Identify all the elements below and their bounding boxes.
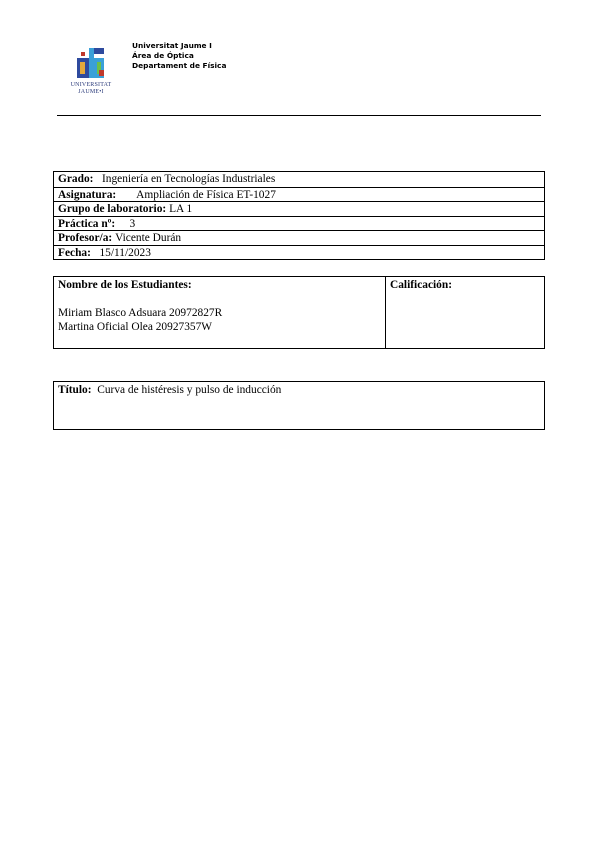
institution-line: Universitat Jaume I — [132, 41, 212, 50]
grado-label: Grado: — [58, 173, 94, 185]
grupo-row — [54, 201, 544, 216]
logo-wordmark — [62, 82, 120, 95]
title-label: Título: — [58, 384, 92, 396]
profesor-value: Vicente Durán — [115, 232, 182, 244]
info-table — [53, 171, 545, 260]
students-cell — [54, 277, 386, 348]
fecha-row — [54, 245, 544, 260]
profesor-row — [54, 230, 544, 245]
student-name: Martina Oficial Olea 20927357W — [58, 321, 213, 333]
fecha-value: 15/11/2023 — [99, 246, 151, 259]
grado-row — [54, 172, 544, 187]
practica-value: 3 — [129, 217, 136, 230]
title-value: Curva de histéresis y pulso de inducción — [97, 384, 282, 396]
university-logo — [62, 44, 120, 100]
logo-text-line2: JAUME•I — [78, 88, 104, 95]
practica-row — [54, 216, 544, 231]
logo-text-line1: UNIVERSITAT — [70, 82, 112, 88]
asignatura-row — [54, 187, 544, 202]
students-label: Nombre de los Estudiantes: — [58, 279, 192, 291]
institution-block — [132, 41, 226, 71]
grade-cell — [386, 277, 544, 350]
asignatura-label: Asignatura: — [58, 188, 117, 201]
grupo-value: LA 1 — [169, 203, 193, 215]
grado-value: Ingeniería en Tecnologías Industriales — [101, 173, 276, 185]
title-box — [53, 381, 545, 430]
profesor-label: Profesor/a: — [58, 232, 113, 244]
grade-label: Calificación: — [390, 279, 453, 291]
student-name: Miriam Blasco Adsuara 20972827R — [58, 307, 223, 319]
asignatura-value: Ampliación de Física ET-1027 — [136, 188, 276, 201]
practica-label: Práctica nº: — [58, 217, 116, 230]
institution-line: Departament de Física — [132, 61, 227, 70]
uji-logo-icon — [71, 44, 111, 84]
header-divider — [57, 115, 541, 116]
students-names — [58, 306, 381, 334]
institution-line: Área de Óptica — [132, 51, 194, 60]
fecha-label: Fecha: — [58, 246, 91, 259]
grupo-label: Grupo de laboratorio: — [58, 203, 167, 215]
students-table — [53, 276, 545, 349]
